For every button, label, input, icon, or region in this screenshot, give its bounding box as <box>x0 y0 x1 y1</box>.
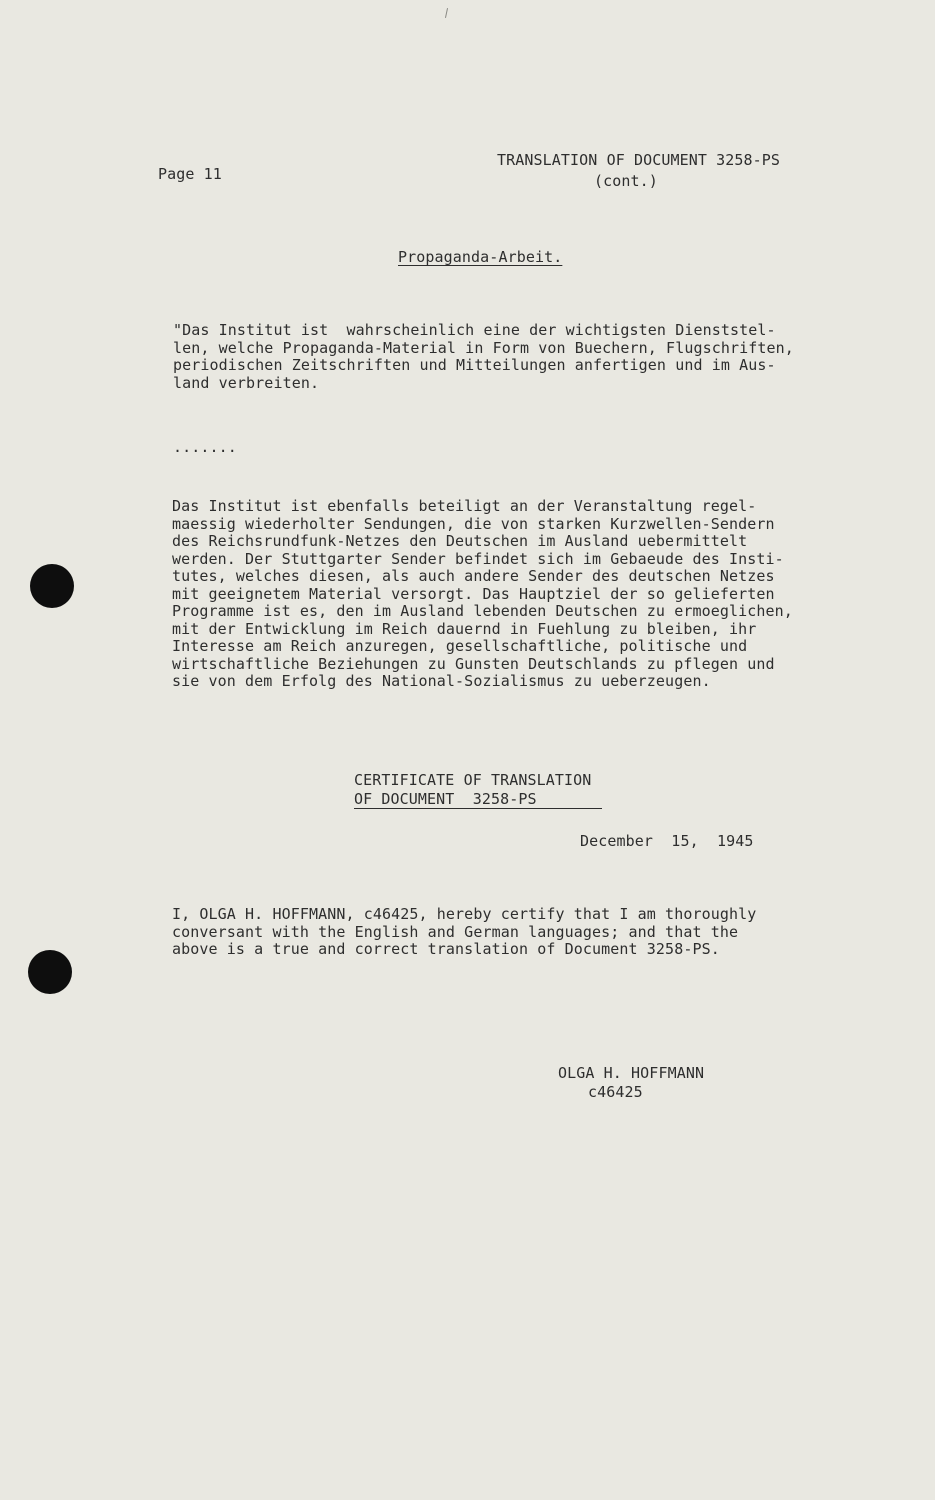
stray-mark <box>445 8 448 18</box>
text-line: wirtschaftliche Beziehungen zu Gunsten Deutschlands zu pflegen und <box>172 654 775 673</box>
text-line: maessig wiederholter Sendungen, die von starken Kurzwellen-Sendern <box>172 514 775 533</box>
text-line: conversant with the English and German languages; and that the <box>172 922 739 941</box>
signature-block <box>558 1064 704 1102</box>
certificate-title: CERTIFICATE OF TRANSLATION <box>354 771 592 789</box>
text-line: len, welche Propaganda-Material in Form von Buechern, Flugschriften, <box>173 338 794 357</box>
page-number: Page 11 <box>158 165 222 183</box>
document-continuation: (cont.) <box>594 172 658 190</box>
text-line: mit geeignetem Material versorgt. Das Hauptziel der so gelieferten <box>172 584 775 603</box>
text-line: land verbreiten. <box>173 373 320 392</box>
text-line: tutes, welches diesen, als auch andere Sender des deutschen Netzes <box>172 567 775 585</box>
punch-hole <box>28 950 72 994</box>
certificate-statement <box>172 906 756 959</box>
certificate-underline <box>354 808 602 809</box>
omission-ellipsis: ....... <box>173 438 237 456</box>
signature-name: OLGA H. HOFFMANN <box>558 1064 705 1082</box>
text-line: above is a true and correct translation of Document 3258-PS. <box>172 940 720 958</box>
text-line: Programme ist es, den im Ausland lebenden Deutschen zu ermoeglichen, <box>172 602 793 620</box>
text-line: werden. Der Stuttgarter Sender befindet sich im Gebaeude des Insti- <box>172 549 784 568</box>
text-line: des Reichsrundfunk-Netzes den Deutschen im Ausland uebermittelt <box>172 532 748 550</box>
certificate-document-ref: OF DOCUMENT 3258-PS <box>354 790 537 808</box>
signature-id: c46425 <box>588 1083 643 1101</box>
text-line: mit der Entwicklung im Reich dauernd in Fuehlung zu bleiben, ihr <box>172 619 757 638</box>
body-paragraph <box>172 498 793 691</box>
text-line: periodischen Zeitschriften und Mitteilungen anfertigen und im Aus- <box>173 356 776 374</box>
text-line: "Das Institut ist wahrscheinlich eine der wichtigsten Dienststel- <box>173 321 776 339</box>
punch-hole <box>30 564 74 608</box>
text-line: I, OLGA H. HOFFMANN, c46425, hereby certify that I am thoroughly <box>172 905 757 923</box>
quoted-paragraph <box>173 322 794 392</box>
text-line: Das Institut ist ebenfalls beteiligt an der Veranstaltung regel- <box>172 497 757 515</box>
section-heading: Propaganda-Arbeit. <box>398 248 563 266</box>
document-title: TRANSLATION OF DOCUMENT 3258-PS <box>497 151 781 169</box>
certificate-date: December 15, 1945 <box>580 832 754 850</box>
text-line: Interesse am Reich anzuregen, gesellschaftliche, politische und <box>172 637 748 655</box>
certificate-heading <box>354 771 591 809</box>
text-line: sie von dem Erfolg des National-Sozialismus zu ueberzeugen. <box>172 672 711 690</box>
